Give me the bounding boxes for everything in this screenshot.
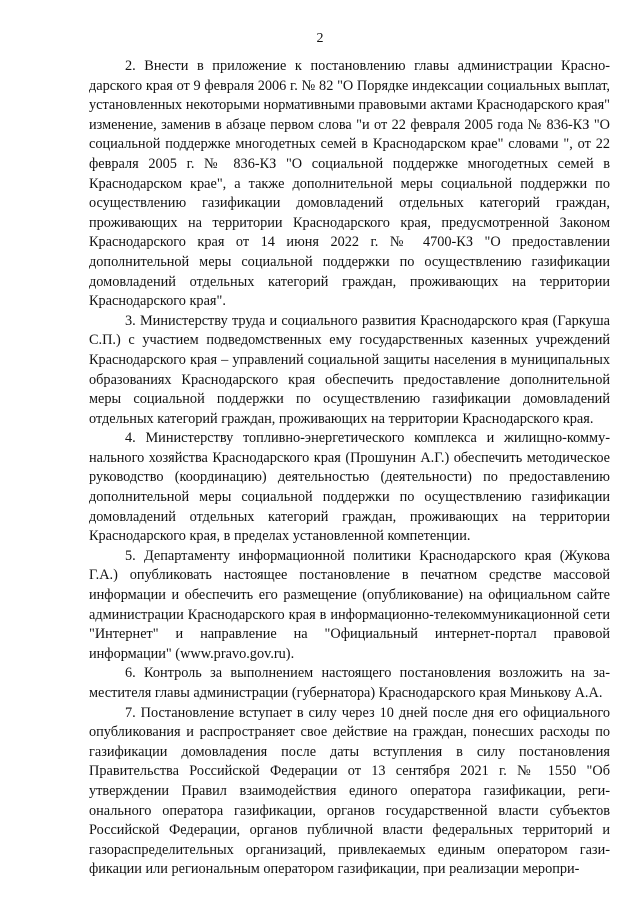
page-number: 2 — [316, 31, 324, 46]
paragraph-5: 5. Департаменту информационной политики Краснодарского края (Жукова Г.А.) опубликовать настоящее постановление в печатном средстве массовой информации и обеспечить его размещение (опубликование) на официальном сайте администрации Краснодарского края в информационно-телекоммуникационной сети "Интернет" и направление на "Официальный интернет-портал правовой информации" (www.pravo.gov.ru). — [89, 547, 610, 662]
paragraph-7: 7. Постановление вступает в силу через 10 дней после дня его официального опубликования и распространяет свое действие на граждан, понесших расходы по газификации домовладения после даты вступления в силу постановления Правительства Российской Федерации от 13 сентября 2021 г. № 1550 "Об утверждении Правил взаимодействия единого оператора газификации, регионального оператора газификации, органов государственной власти субъектов Российской Федерации, органов публичной власти федеральных территорий и газораспределительных организаций, привлекаемых единым оператором газификации или региональным оператором газификации, при реализации меропри- — [89, 704, 610, 878]
document-body — [89, 57, 610, 880]
paragraph-4: 4. Министерству топливно-энергетического комплекса и жилищно-коммунального хозяйства Краснодарского края (Прошунин А.Г.) обеспечить методическое руководство (координацию) деятельностью (деятельности) по предоставлению дополнительной меры социальной поддержки по осуществлению газификации домовладений отдельных категорий граждан, проживающих на территории Краснодарского края, в пределах установленной компетенции. — [89, 430, 610, 545]
paragraph-3: 3. Министерству труда и социального развития Краснодарского края (Гаркуша С.П.) с участием подведомственных ему государственных казенных учреждений Краснодарского края – управлений социальной защиты населения в муниципальных образованиях Краснодарского края обеспечить предоставление дополнительной меры социальной поддержки по осуществлению газификации домовладений отдельных категорий граждан, проживающих на территории Краснодарского края. — [89, 312, 610, 427]
paragraph-6: 6. Контроль за выполнением настоящего постановления возложить на заместителя главы администрации (губернатора) Краснодарского края Минькову А.А. — [89, 665, 610, 701]
paragraph-2: 2. Внести в приложение к постановлению главы администрации Краснодарского края от 9 февраля 2006 г. № 82 "О Порядке индексации социальных выплат, установленных некоторыми нормативными правовыми актами Краснодарского края" изменение, заменив в абзаце первом слова "и от 22 февраля 2005 года № 836-КЗ "О социальной поддержке многодетных семей в Краснодарском крае" словами ", от 22 февраля 2005 г. № 836-КЗ "О социальной поддержке многодетных семей в Краснодарском крае", а также дополнительной меры социальной поддержки по осуществлению газификации домовладений отдельных категорий граждан, проживающих на территории Краснодарского края, предусмотренной Законом Краснодарского края от 14 июня 2022 г. № 4700-КЗ "О предоставлении дополнительной меры социальной поддержки по осуществлению газификации домовладений отдельных категорий граждан, проживающих на территории Краснодарского края". — [89, 58, 610, 310]
